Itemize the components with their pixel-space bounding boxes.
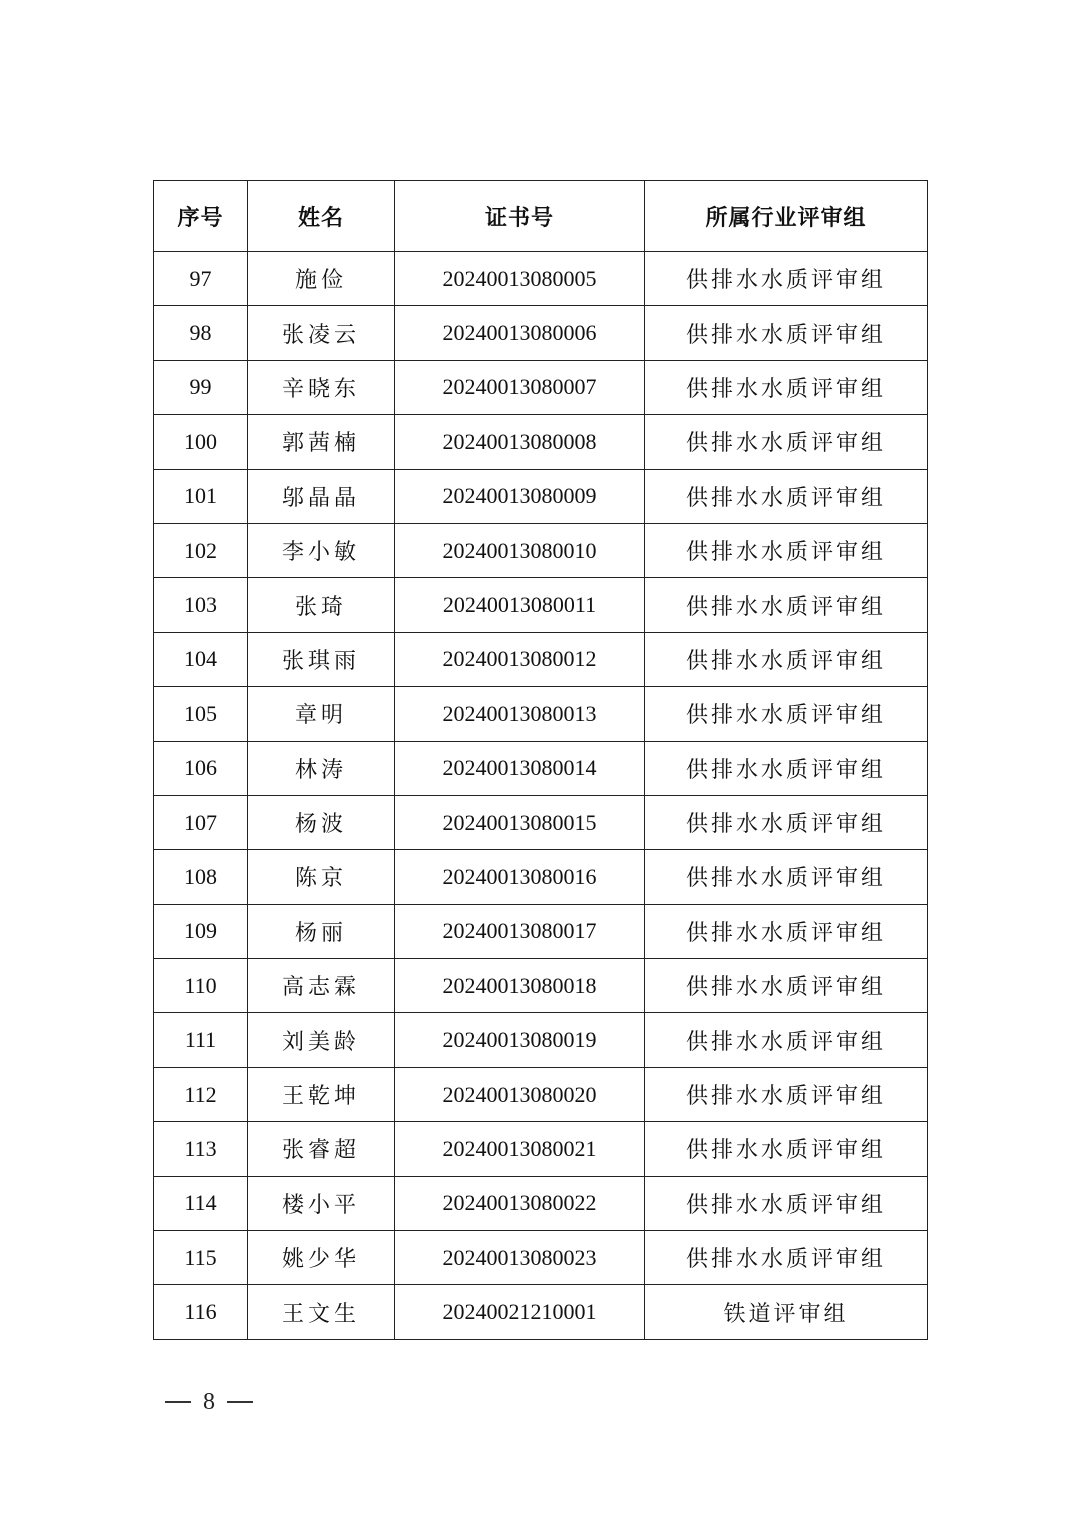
cell-num: 99 [154,360,248,414]
cell-group: 供排水水质评审组 [645,415,928,469]
cell-num: 113 [154,1122,248,1176]
cell-group: 供排水水质评审组 [645,1122,928,1176]
cell-name: 陈京 [248,850,395,904]
cell-cert: 20240013080020 [395,1067,645,1121]
table-row [154,1013,928,1067]
table-row [154,469,928,523]
cell-cert: 20240013080006 [395,306,645,360]
cell-num: 111 [154,1013,248,1067]
table-row [154,959,928,1013]
cell-group: 供排水水质评审组 [645,360,928,414]
cell-group: 供排水水质评审组 [645,306,928,360]
table-row [154,687,928,741]
cell-name: 张琪雨 [248,632,395,686]
table-row [154,306,928,360]
table-row [154,415,928,469]
cell-cert: 20240013080008 [395,415,645,469]
cell-group: 供排水水质评审组 [645,1013,928,1067]
table-row [154,578,928,632]
cell-cert: 20240021210001 [395,1285,645,1339]
cell-name: 刘美龄 [248,1013,395,1067]
cell-name: 张睿超 [248,1122,395,1176]
header-name: 姓名 [248,181,395,252]
roster-table [153,180,928,1340]
cell-num: 101 [154,469,248,523]
cell-num: 105 [154,687,248,741]
cell-name: 王文生 [248,1285,395,1339]
table-row [154,523,928,577]
cell-group: 供排水水质评审组 [645,632,928,686]
cell-cert: 20240013080005 [395,252,645,306]
table-row [154,1176,928,1230]
cell-group: 供排水水质评审组 [645,959,928,1013]
cell-num: 112 [154,1067,248,1121]
cell-cert: 20240013080012 [395,632,645,686]
cell-name: 辛晓东 [248,360,395,414]
header-cert: 证书号 [395,181,645,252]
cell-name: 张琦 [248,578,395,632]
page-number: 8 [203,1388,215,1415]
cell-name: 林涛 [248,741,395,795]
cell-group: 供排水水质评审组 [645,850,928,904]
cell-name: 王乾坤 [248,1067,395,1121]
cell-cert: 20240013080016 [395,850,645,904]
cell-num: 98 [154,306,248,360]
page-footer [165,1386,253,1418]
header-num: 序号 [154,181,248,252]
cell-name: 邬晶晶 [248,469,395,523]
header-group: 所属行业评审组 [645,181,928,252]
cell-group: 供排水水质评审组 [645,252,928,306]
cell-group: 供排水水质评审组 [645,578,928,632]
table-row [154,1285,928,1339]
cell-num: 102 [154,523,248,577]
cell-cert: 20240013080015 [395,795,645,849]
cell-num: 115 [154,1231,248,1285]
cell-cert: 20240013080009 [395,469,645,523]
cell-name: 杨波 [248,795,395,849]
cell-cert: 20240013080017 [395,904,645,958]
cell-name: 楼小平 [248,1176,395,1230]
footer-dash-right [227,1401,253,1403]
cell-name: 郭茜楠 [248,415,395,469]
cell-cert: 20240013080011 [395,578,645,632]
cell-cert: 20240013080022 [395,1176,645,1230]
cell-cert: 20240013080021 [395,1122,645,1176]
table-row [154,632,928,686]
cell-name: 李小敏 [248,523,395,577]
cell-group: 供排水水质评审组 [645,1231,928,1285]
cell-group: 供排水水质评审组 [645,904,928,958]
table-row [154,795,928,849]
cell-num: 107 [154,795,248,849]
table-row [154,360,928,414]
cell-num: 103 [154,578,248,632]
table-row [154,252,928,306]
cell-num: 110 [154,959,248,1013]
table-row [154,1067,928,1121]
cell-num: 106 [154,741,248,795]
table-row [154,904,928,958]
table-row [154,850,928,904]
cell-name: 张凌云 [248,306,395,360]
cell-group: 铁道评审组 [645,1285,928,1339]
cell-cert: 20240013080019 [395,1013,645,1067]
cell-cert: 20240013080010 [395,523,645,577]
cell-num: 104 [154,632,248,686]
table-row [154,1122,928,1176]
cell-group: 供排水水质评审组 [645,469,928,523]
cell-cert: 20240013080023 [395,1231,645,1285]
cell-group: 供排水水质评审组 [645,741,928,795]
cell-num: 97 [154,252,248,306]
cell-name: 杨丽 [248,904,395,958]
cell-group: 供排水水质评审组 [645,523,928,577]
table-header-row [154,181,928,252]
cell-group: 供排水水质评审组 [645,795,928,849]
cell-num: 114 [154,1176,248,1230]
cell-name: 章明 [248,687,395,741]
cell-group: 供排水水质评审组 [645,687,928,741]
cell-cert: 20240013080018 [395,959,645,1013]
cell-cert: 20240013080007 [395,360,645,414]
cell-cert: 20240013080013 [395,687,645,741]
cell-name: 姚少华 [248,1231,395,1285]
cell-group: 供排水水质评审组 [645,1176,928,1230]
cell-num: 108 [154,850,248,904]
table-row [154,741,928,795]
cell-num: 100 [154,415,248,469]
footer-dash-left [165,1401,191,1403]
cell-name: 高志霖 [248,959,395,1013]
table-row [154,1231,928,1285]
cell-num: 116 [154,1285,248,1339]
cell-name: 施俭 [248,252,395,306]
table-body [154,252,928,1340]
cell-cert: 20240013080014 [395,741,645,795]
cell-num: 109 [154,904,248,958]
cell-group: 供排水水质评审组 [645,1067,928,1121]
